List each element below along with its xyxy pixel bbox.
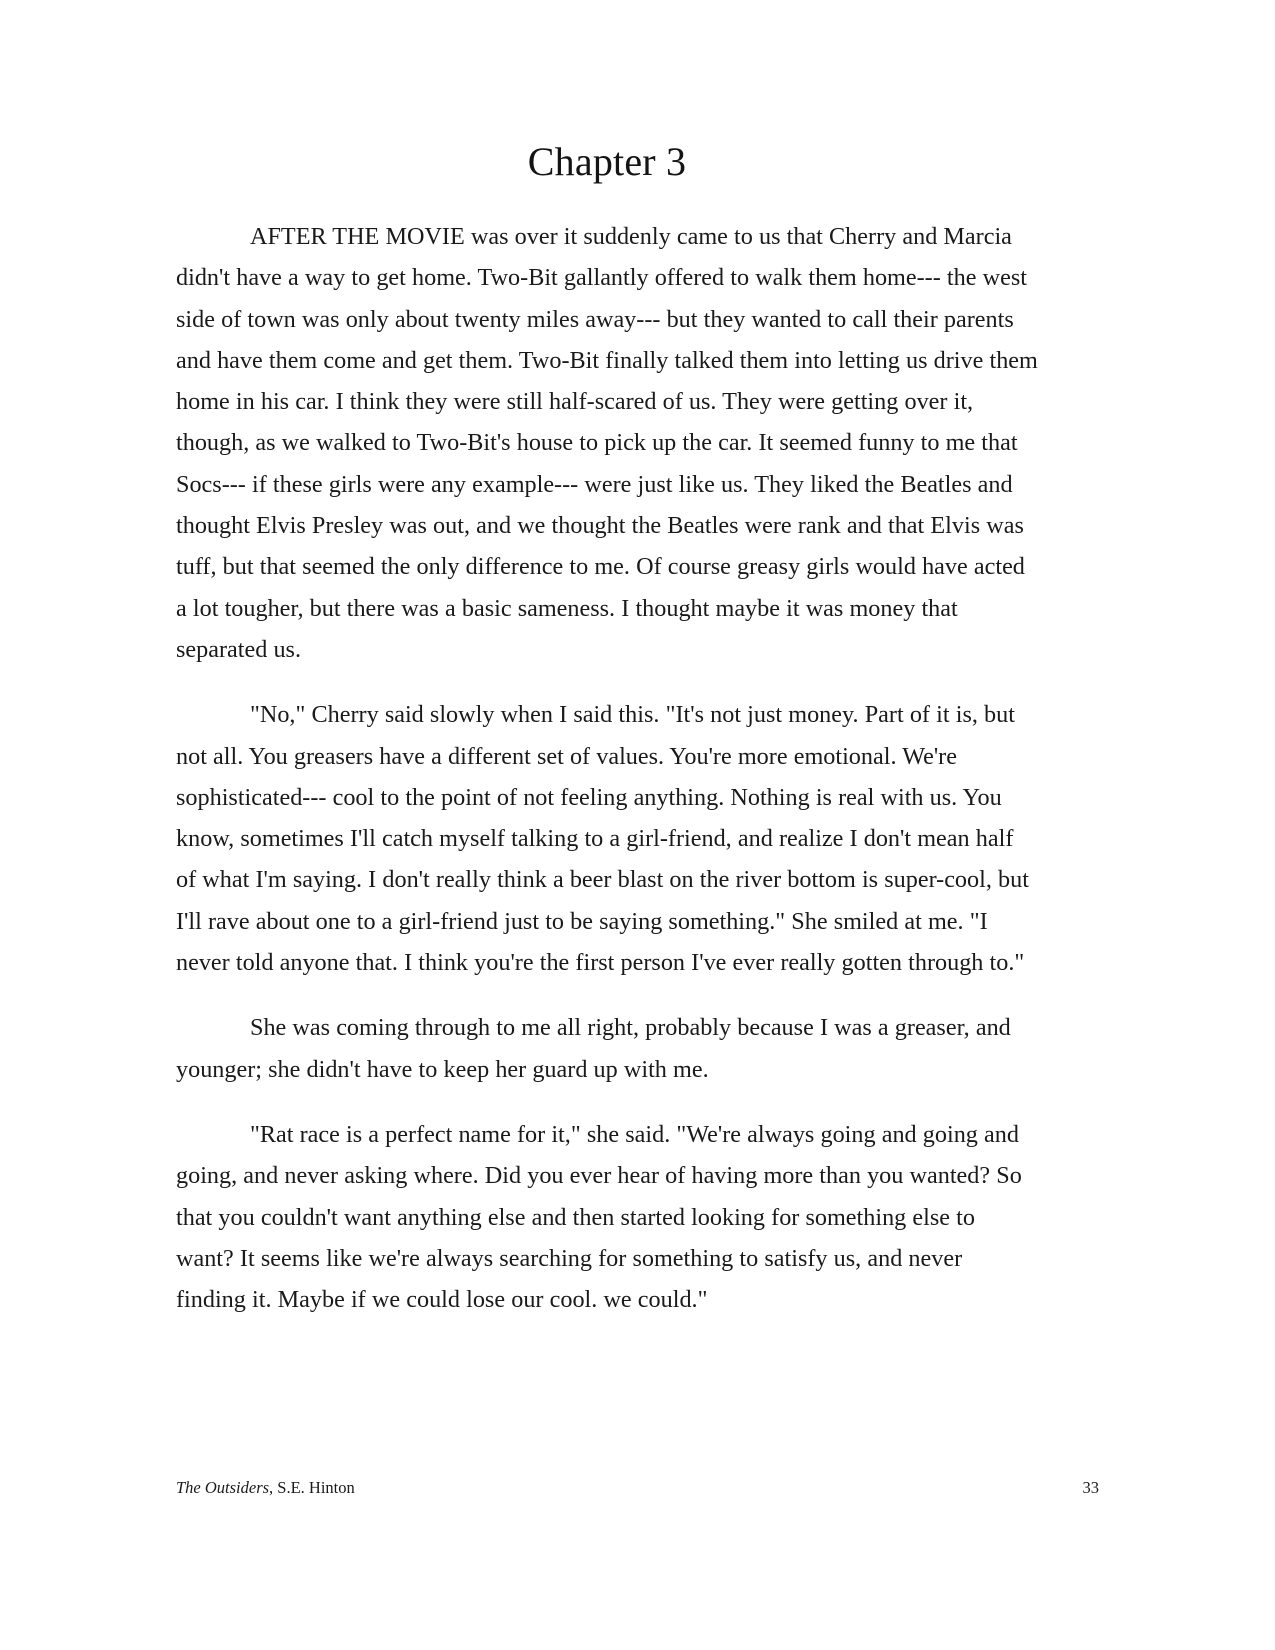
body-paragraph: AFTER THE MOVIE was over it suddenly came to us that Cherry and Marcia didn't have a way to get home. Two-Bit gallantly offered to walk them home--- the west side of town was only about twenty miles away--- but they wanted to call their parents and have them come and get them. Two-Bit finally talked them into letting us drive them home in his car. I think they were still half-scared of us. They were getting over it, though, as we walked to Two-Bit's house to pick up the car. It seemed funny to me that Socs--- if these girls were any example--- were just like us. They liked the Beatles and thought Elvis Presley was out, and we thought the Beatles were rank and that Elvis was tuff, but that seemed the only difference to me. Of course greasy girls would have acted a lot tougher, but there was a basic sameness. I thought maybe it was money that separated us. (176, 223, 1038, 663)
page-content (176, 138, 1038, 1320)
footer-author: , S.E. Hinton (269, 1478, 355, 1497)
page-number: 33 (1082, 1478, 1099, 1497)
page-footer (176, 1478, 1099, 1498)
chapter-title: Chapter 3 (527, 139, 687, 184)
body-paragraph: "Rat race is a perfect name for it," she said. "We're always going and going and going, and never asking where. Did you ever hear of having more than you wanted? So that you couldn't want anything else and then started looking for something else to want? It seems like we're always searching for something to satisfy us, and never finding it. Maybe if we could lose our cool. we could." (176, 1120, 1022, 1314)
body-paragraph: "No," Cherry said slowly when I said this. "It's not just money. Part of it is, but not all. You greasers have a different set of values. You're more emotional. We're sophisticated--- cool to the point of not feeling anything. Nothing is real with us. You know, sometimes I'll catch myself talking to a girl-friend, and realize I don't mean half of what I'm saying. I don't really think a beer blast on the river bottom is super-cool, but I'll rave about one to a girl-friend just to be saying something." She smiled at me. "I never told anyone that. I think you're the first person I've ever really gotten through to." (176, 701, 1029, 977)
footer-book-title: The Outsiders (176, 1478, 270, 1497)
body-paragraph: She was coming through to me all right, probably because I was a greaser, and younger; she didn't have to keep her guard up with me. (176, 1014, 1011, 1083)
footer-source (176, 1478, 355, 1498)
